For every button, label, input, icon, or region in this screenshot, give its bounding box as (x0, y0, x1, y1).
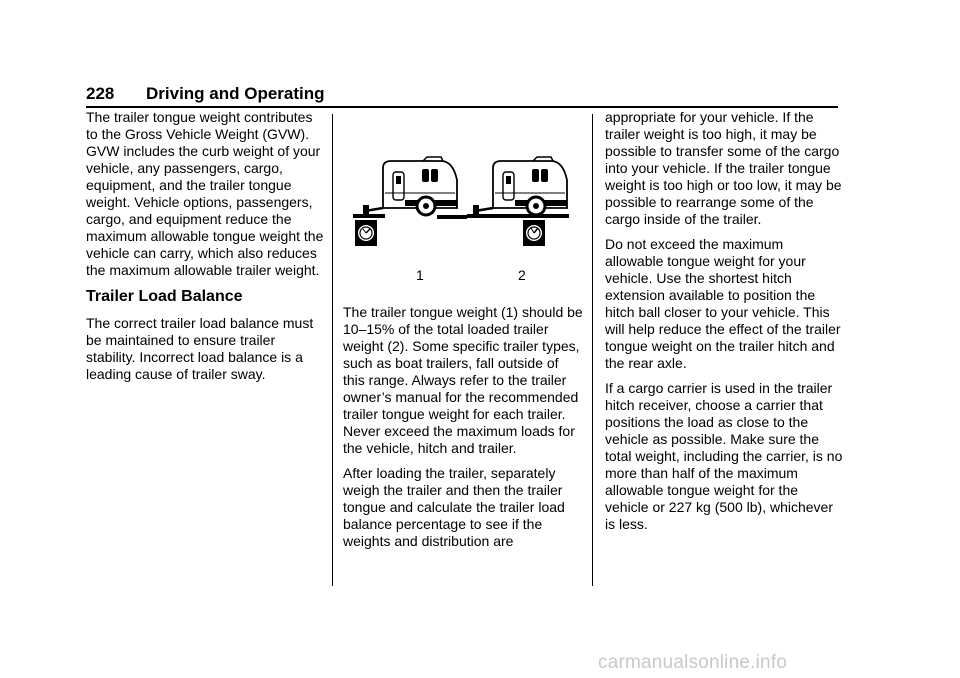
trailer-weighing-illustration (343, 148, 583, 286)
figure-label-1: 1 (416, 267, 424, 283)
column-divider-left (332, 114, 333, 586)
column-right (605, 109, 843, 541)
trailer-tongue-weighing (353, 157, 467, 246)
trailer-total-weighing (467, 157, 569, 246)
page-header (86, 82, 838, 108)
column-divider-right (592, 114, 593, 586)
column-left (86, 109, 326, 391)
hitch-extension-paragraph: Do not exceed the maximum allowable tongue weight for your vehicle. Use the shortest hitch extension available to position the hitch ball closer to your vehicle. This will help reduce the effect of the trailer tongue weight on the trailer hitch and the rear axle. (605, 236, 841, 371)
tongue-weight-paragraph: The trailer tongue weight contributes to the Gross Vehicle Weight (GVW). GVW includes the curb weight of your vehicle, any passengers, cargo, equipment, and the trailer tongue weight. Vehicle options, passengers, cargo, and equipment reduce the maximum allowable tongue weight the vehicle can carry, which also reduces the maximum allowable trailer weight. (86, 109, 324, 278)
column-middle (343, 304, 583, 558)
page-number: 228 (86, 84, 115, 103)
weighing-instructions-paragraph: After loading the trailer, separately weigh the trailer and then the trailer tongue and calculate the trailer load balance percentage to see if the weights and distribution are (343, 465, 565, 549)
tongue-weight-range-paragraph: The trailer tongue weight (1) should be 10–15% of the total loaded trailer weight (2). Some specific trailer types, such as boat trailers, fall outside of this range. Always refer to the trailer owner’s manual for the recommended trailer tongue weight for each trailer. Never exceed the maximum loads for the vehicle, hitch and trailer. (343, 304, 583, 456)
cargo-transfer-paragraph: appropriate for your vehicle. If the trailer weight is too high, it may be possible to transfer some of the cargo into your vehicle. If the trailer tongue weight is too high or too low, it may be possible to rearrange some of the cargo inside of the trailer. (605, 109, 842, 227)
trailer-load-balance-heading: Trailer Load Balance (86, 288, 243, 305)
trailer-illustration-svg (343, 148, 583, 268)
figure-label-2: 2 (518, 267, 526, 283)
cargo-carrier-paragraph: If a cargo carrier is used in the trailer hitch receiver, choose a carrier that positions the load as close to the vehicle as possible. Make sure the total weight, including the carrier, is no more than half of the maximum allowable tongue weight for the vehicle or 227 kg (500 lb), whichever is less. (605, 380, 843, 532)
watermark: carmanualsonline.info (598, 652, 788, 673)
section-title: Driving and Operating (146, 84, 325, 103)
load-balance-paragraph: The correct trailer load balance must be maintained to ensure trailer stability. Incorrect load balance is a leading cause of trailer sway. (86, 315, 314, 382)
